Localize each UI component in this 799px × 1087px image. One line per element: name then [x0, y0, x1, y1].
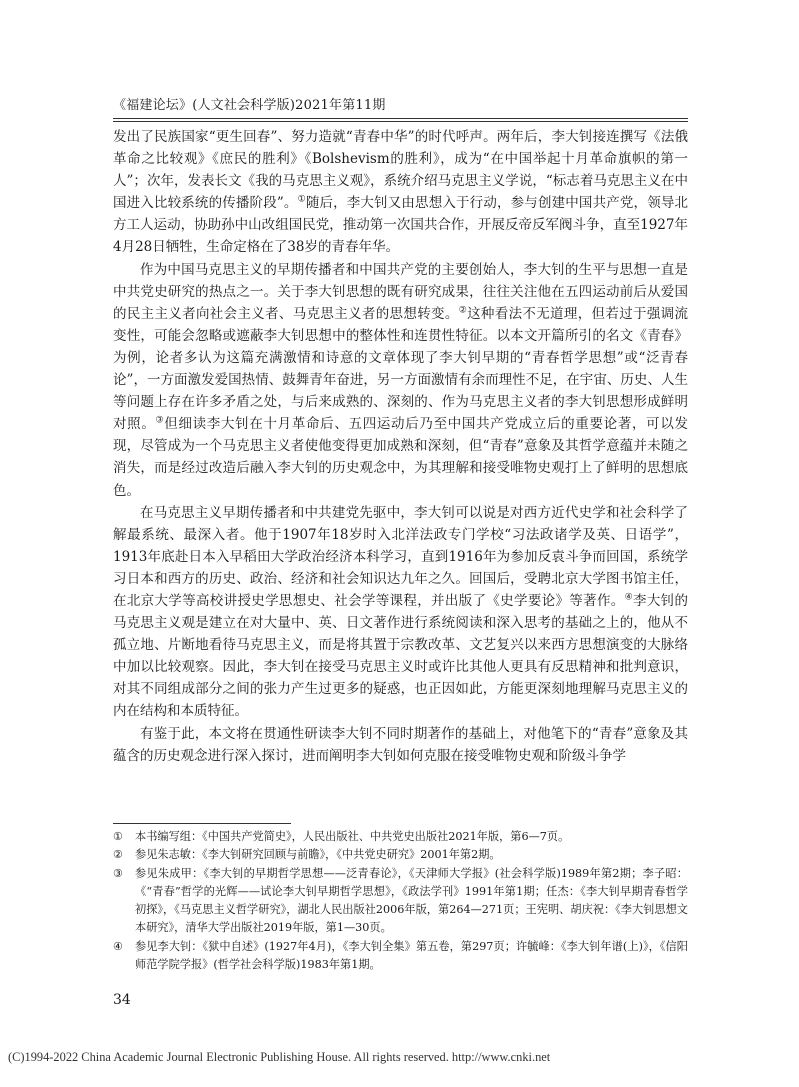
- paragraph-text: 随后，李大钊又由思想入于行动，参与创建中国共产党，领导北方工人运动，协助孙中山改组国民党，推动第一次国共合作，开展反帝反军阀斗争，直至1927年4月28日牺牲，生命定格在了38岁的青春年华。: [113, 195, 689, 256]
- footnotes: [113, 828, 688, 974]
- page-number: 34: [113, 992, 131, 1008]
- footnote-number: ④: [113, 939, 124, 953]
- footnote-marker[interactable]: ④: [624, 592, 634, 603]
- paragraph: [113, 259, 688, 502]
- footnote-number: ①: [113, 830, 124, 843]
- footnote-text: 本书编写组：《中国共产党简史》，人民出版社、中共党史出版社2021年版，第6—7页。: [135, 830, 570, 843]
- paragraph-text: 这种看法不无道理，但若过于强调流变性，可能会忽略或遮蔽李大钊思想中的整体性和连贯性特征。以本文开篇所引的名文《青春》为例，论者多认为这篇充满激情和诗意的文章体现了李大钊早期的“青春哲学思想”或“泛青春论”，一方面激发爱国热情、鼓舞青年奋进，另一方面激情有余而理性不足，在宇宙、历史、人生等问题上存在许多矛盾之处，与后来成熟的、深刻的、作为马克思主义者的李大钊思想形成鲜明对照。: [113, 305, 689, 433]
- body-text: [113, 126, 688, 767]
- paragraph-text: 作为中国马克思主义的早期传播者和中国共产党的主要创始人，李大钊的生平与思想一直是中共党史研究的热点之一。关于李大钊思想的既有研究成果，往往关注他在五四运动前后从爱国的民主主义者向社会主义者、马克思主义者的思想转变。: [113, 261, 688, 322]
- paragraph-text: 有鉴于此，本文将在贯通性研读李大钊不同时期著作的基础上，对他笔下的“青春”意象及其蕴含的历史观念进行深入探讨，进而阐明李大钊如何克服在接受唯物史观和阶级斗争学: [113, 725, 688, 764]
- footnote-separator: [113, 823, 291, 824]
- footnote-text: 参见朱成甲：《李大钊的早期哲学思想——泛青春论》，《天津师大学报》(社会科学版)1989年第2期；李子昭：《“青春”哲学的光辉——试论李大钊早期哲学思想》，《政法学刊》1991年第1期；任杰：《李大钊早期青春哲学初探》，《马克思主义哲学研究》，湖北人民出版社2006年版，第264—271页；王宪明、胡庆祝：《李大钊思想文本研究》，清华大学出版社2019年版，第1—30页。: [135, 866, 688, 935]
- paragraph-text: 在马克思主义早期传播者和中共建党先驱中，李大钊可以说是对西方近代史学和社会科学了解最系统、最深入者。他于1907年18岁时入北洋法政专门学校“习法政诸学及英、日语学”，1913年底赴日本入早稻田大学政治经济本科学习，直到1916年为参加反袁斗争而回国，系统学习日本和西方的历史、政治、经济和社会知识达九年之久。回国后，受聘北京大学图书馆主任，在北京大学等高校讲授史学思想史、社会学等课程，并出版了《史学要论》等著作。: [113, 504, 688, 609]
- footnote: [113, 865, 688, 938]
- footnote-text: 参见李大钊：《狱中自述》(1927年4月)，《李大钊全集》第五卷，第297页；许毓峰：《李大钊年谱(上)》，《信阳师范学院学报》(哲学社会科学版)1983年第1期。: [135, 939, 688, 972]
- paragraph-text: 但细读李大钊在十月革命后、五四运动后乃至中国共产党成立后的重要论著，可以发现，尽管成为一个马克思主义者使他变得更加成熟和深刻，但“青春”意象及其哲学意蕴并未随之消失，而是经过改造后融入李大钊的历史观念中，为其理解和接受唯物史观打上了鲜明的思想底色。: [113, 416, 689, 499]
- paragraph-text: 发出了民族国家“更生回春”、努力造就“青春中华”的时代呼声。两年后，李大钊接连撰写《法俄革命之比较观》《庶民的胜利》《Bolshevism的胜利》，成为“在中国举起十月革命旗帜的第一人”；次年，发表长文《我的马克思主义观》，系统介绍马克思主义学说，“标志着马克思主义在中国进入比较系统的传播阶段”。: [113, 129, 688, 212]
- footnote: [113, 938, 688, 975]
- copyright-notice: (C)1994-2022 China Academic Journal Electronic Publishing House. All rights reserved. http://www.cnki.net: [8, 1050, 551, 1064]
- footnote-text: 参见朱志敏：《李大钊研究回顾与前瞻》，《中共党史研究》2001年第2期。: [135, 848, 501, 862]
- paragraph-text: 李大钊的马克思主义观是建立在对大量中、英、日文著作进行系统阅读和深入思考的基础之上的，他从不孤立地、片断地看待马克思主义，而是将其置于宗教改革、文艺复兴以来西方思想演变的大脉络中加以比较观察。因此，李大钊在接受马克思主义时或许比其他人更具有反思精神和批判意识，对其不同组成部分之间的张力产生过更多的疑惑，也正因如此，方能更深刻地理解马克思主义的内在结构和本质特征。: [113, 592, 689, 720]
- paragraph: [113, 723, 688, 767]
- paragraph: [113, 502, 688, 723]
- footnote-number: ②: [113, 848, 124, 862]
- footnote: [113, 846, 688, 864]
- footnote-number: ③: [113, 866, 124, 880]
- footnote: [113, 828, 688, 846]
- footnote-marker[interactable]: ③: [155, 415, 165, 426]
- header-rule: [113, 118, 688, 119]
- footnote-marker[interactable]: ①: [297, 194, 306, 205]
- footnote-marker[interactable]: ②: [458, 305, 468, 316]
- running-header: 《福建论坛》(人文社会科学版)2021年第11期: [113, 98, 386, 113]
- header-rule-double: [113, 121, 688, 122]
- paragraph: [113, 126, 688, 259]
